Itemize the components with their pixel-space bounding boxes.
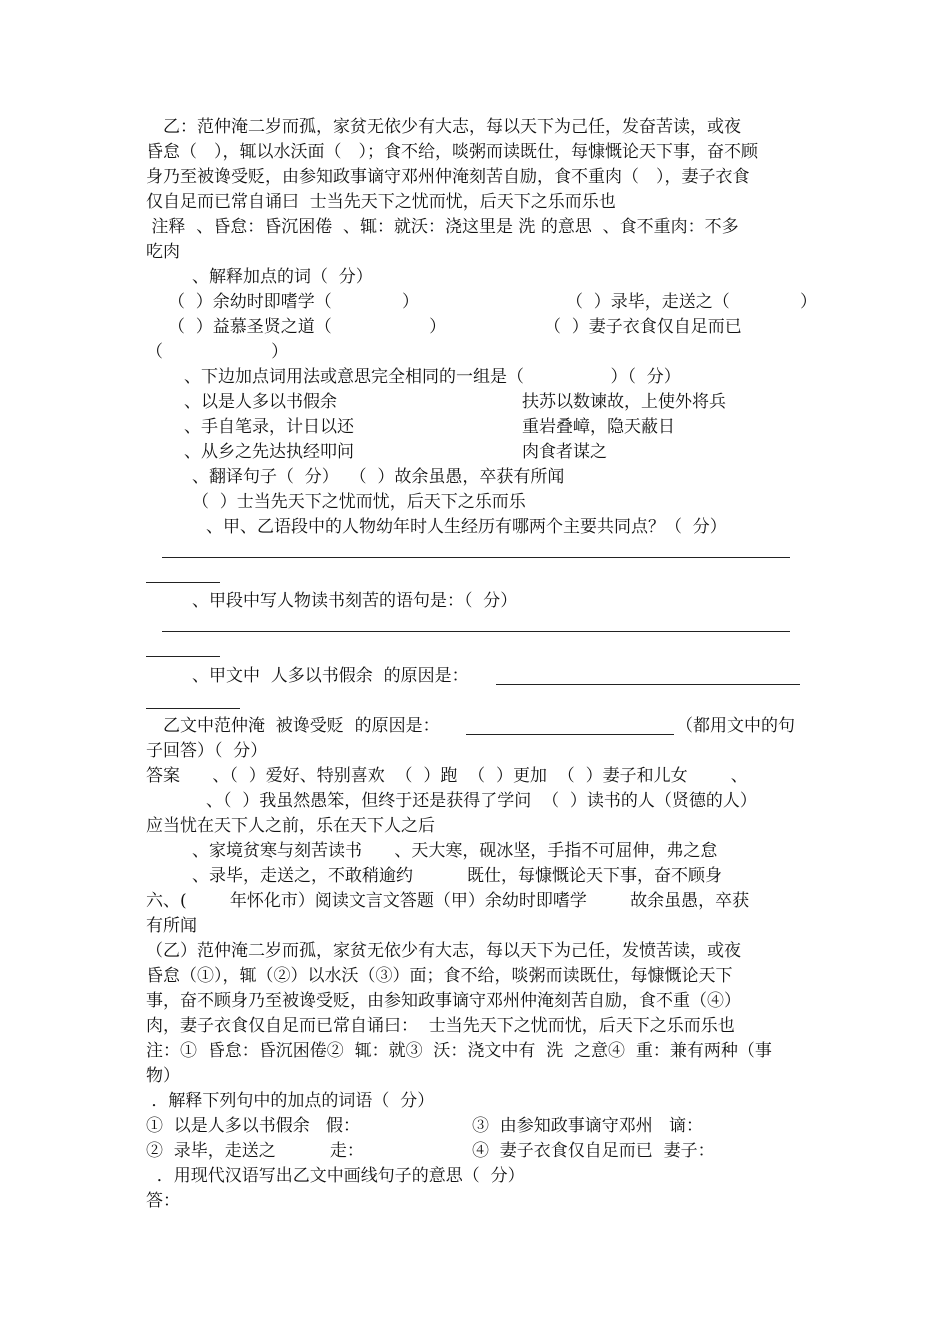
q5-title: 、甲段中写人物读书刻苦的语句是：（ 分）: [192, 591, 518, 611]
section6-q1-item-c: ③ 由参知政事谪守邓州 谪：: [472, 1116, 704, 1136]
notes-line-1: 注释 、昏怠：昏沉困倦 、辄：就沃：浇这里是 洗 的意思 、食不重肉：不多: [146, 217, 739, 237]
q1-title: 、解释加点的词（ 分）: [192, 267, 373, 287]
section6-q1-item-a: ① 以是人多以书假余 假：: [146, 1116, 361, 1136]
section6-q1-item-b: ② 录毕，走送之 走：: [146, 1141, 364, 1161]
q6-line-3: 子回答）（ 分）: [146, 741, 268, 761]
section6-line-5: 事，奋不顾身乃至被谗受贬，由参知政事谪守邓州仲淹刻苦自励，食不重（④）: [146, 991, 741, 1011]
answers-line-1: 答案 、（ ）爱好、特别喜欢 （ ）跑 （ ）更加 （ ）妻子和儿女 、: [146, 766, 748, 786]
q2-option-b-left: 、手自笔录，计日以还: [184, 417, 354, 437]
q6-answer-line-3: [466, 734, 674, 735]
q2-option-a-left: 、以是人多以书假余: [184, 392, 337, 412]
answers-line-5: 、录毕，走送之，不敢稍逾约 既仕，每慷慨论天下事，奋不顾身: [192, 866, 723, 886]
q6-answer-line-1: [496, 684, 800, 685]
q3-item-2: （ ）士当先天下之忧而忧，后天下之乐而乐: [192, 492, 526, 512]
section6-answer-label: 答：: [146, 1191, 180, 1211]
q3-title: 、翻译句子（ 分） （ ）故余虽愚，卒获有所闻: [192, 467, 565, 487]
q6-answer-line-2: [146, 708, 240, 709]
section6-line-1: 六、( 年怀化市）阅读文言文答题（甲）余幼时即嗜学 故余虽愚，卒获: [146, 891, 750, 911]
q1-item-right-2: （ ）妻子衣食仅自足而已: [544, 317, 742, 337]
q5-answer-line-2: [146, 656, 220, 657]
section6-line-2: 有所闻: [146, 916, 197, 936]
q4-answer-line-2: [146, 582, 220, 583]
q5-answer-line-1: [162, 631, 790, 632]
passage-yi-line-4: 仅自足而已常自诵曰 士当先天下之忧而忧，后天下之乐而乐也: [146, 192, 616, 212]
section6-line-4: 昏怠（①），辄（②）以水沃（③）面；食不给，啖粥而读既仕，每慷慨论天下: [146, 966, 733, 986]
notes-line-2: 吃肉: [146, 242, 180, 262]
q2-option-c-right: 肉食者谋之: [522, 442, 607, 462]
section6-line-3: （乙）范仲淹二岁而孤，家贫无依少有大志，每以天下为己任，发愤苦读，或夜: [146, 941, 741, 961]
q1-item-right-1: （ ）录毕，走送之（ ）: [566, 292, 818, 312]
section6-line-7: 注：① 昏怠：昏沉困倦② 辄：就③ 沃：浇文中有 洗 之意④ 重：兼有两种（事: [146, 1041, 772, 1061]
answers-line-4: 、家境贫寒与刻苦读书 、天大寒，砚冰坚，手指不可屈伸，弗之怠: [192, 841, 718, 861]
passage-yi-line-1: 乙：范仲淹二岁而孤，家贫无依少有大志，每以天下为己任，发奋苦读，或夜: [146, 117, 741, 137]
q6-title: 、甲文中 人多以书假余 的原因是：: [192, 666, 469, 686]
section6-line-6: 肉，妻子衣食仅自足而已常自诵曰： 士当先天下之忧而忧，后天下之乐而乐也: [146, 1016, 735, 1036]
q4-title: 、甲、乙语段中的人物幼年时人生经历有哪两个主要共同点？（ 分）: [206, 517, 727, 537]
section6-q1-title: ．解释下列句中的加点的词语（ 分）: [146, 1091, 435, 1111]
passage-yi-line-2: 昏怠（ ），辄以水沃面（ ）；食不给，啖粥而读既仕，每慷慨论天下事，奋不顾: [146, 142, 758, 162]
q4-answer-line-1: [162, 557, 790, 558]
q2-option-b-right: 重岩叠嶂，隐天蔽日: [522, 417, 675, 437]
q6-line-2-tail: （都用文中的句: [676, 716, 795, 736]
answers-line-2: 、（ ）我虽然愚笨，但终于还是获得了学问 （ ）读书的人（贤德的人）: [206, 791, 757, 811]
q1-item-left-1: （ ）余幼时即嗜学（ ）: [168, 292, 420, 312]
q1-item-left-2: （ ）益慕圣贤之道（ ）: [168, 317, 447, 337]
passage-yi-line-3: 身乃至被谗受贬，由参知政事谪守邓州仲淹刻苦自励，食不重肉（ ），妻子衣食: [146, 167, 750, 187]
section6-q1-item-d: ④ 妻子衣食仅自足而已 妻子：: [472, 1141, 715, 1161]
q2-option-c-left: 、从乡之先达执经叩问: [184, 442, 354, 462]
answers-line-3: 应当忧在天下人之前，乐在天下人之后: [146, 816, 435, 836]
section6-line-8: 物）: [146, 1066, 180, 1086]
q2-option-a-right: 扶苏以数谏故，上使外将兵: [522, 392, 726, 412]
q6-line-2: 乙文中范仲淹 被谗受贬 的原因是：: [146, 716, 440, 736]
section6-q2-title: ．用现代汉语写出乙文中画线句子的意思（ 分）: [146, 1166, 525, 1186]
q1-item-cont: （ ）: [146, 342, 289, 362]
q2-title: 、下边加点词用法或意思完全相同的一组是（ ）（ 分）: [184, 367, 681, 387]
